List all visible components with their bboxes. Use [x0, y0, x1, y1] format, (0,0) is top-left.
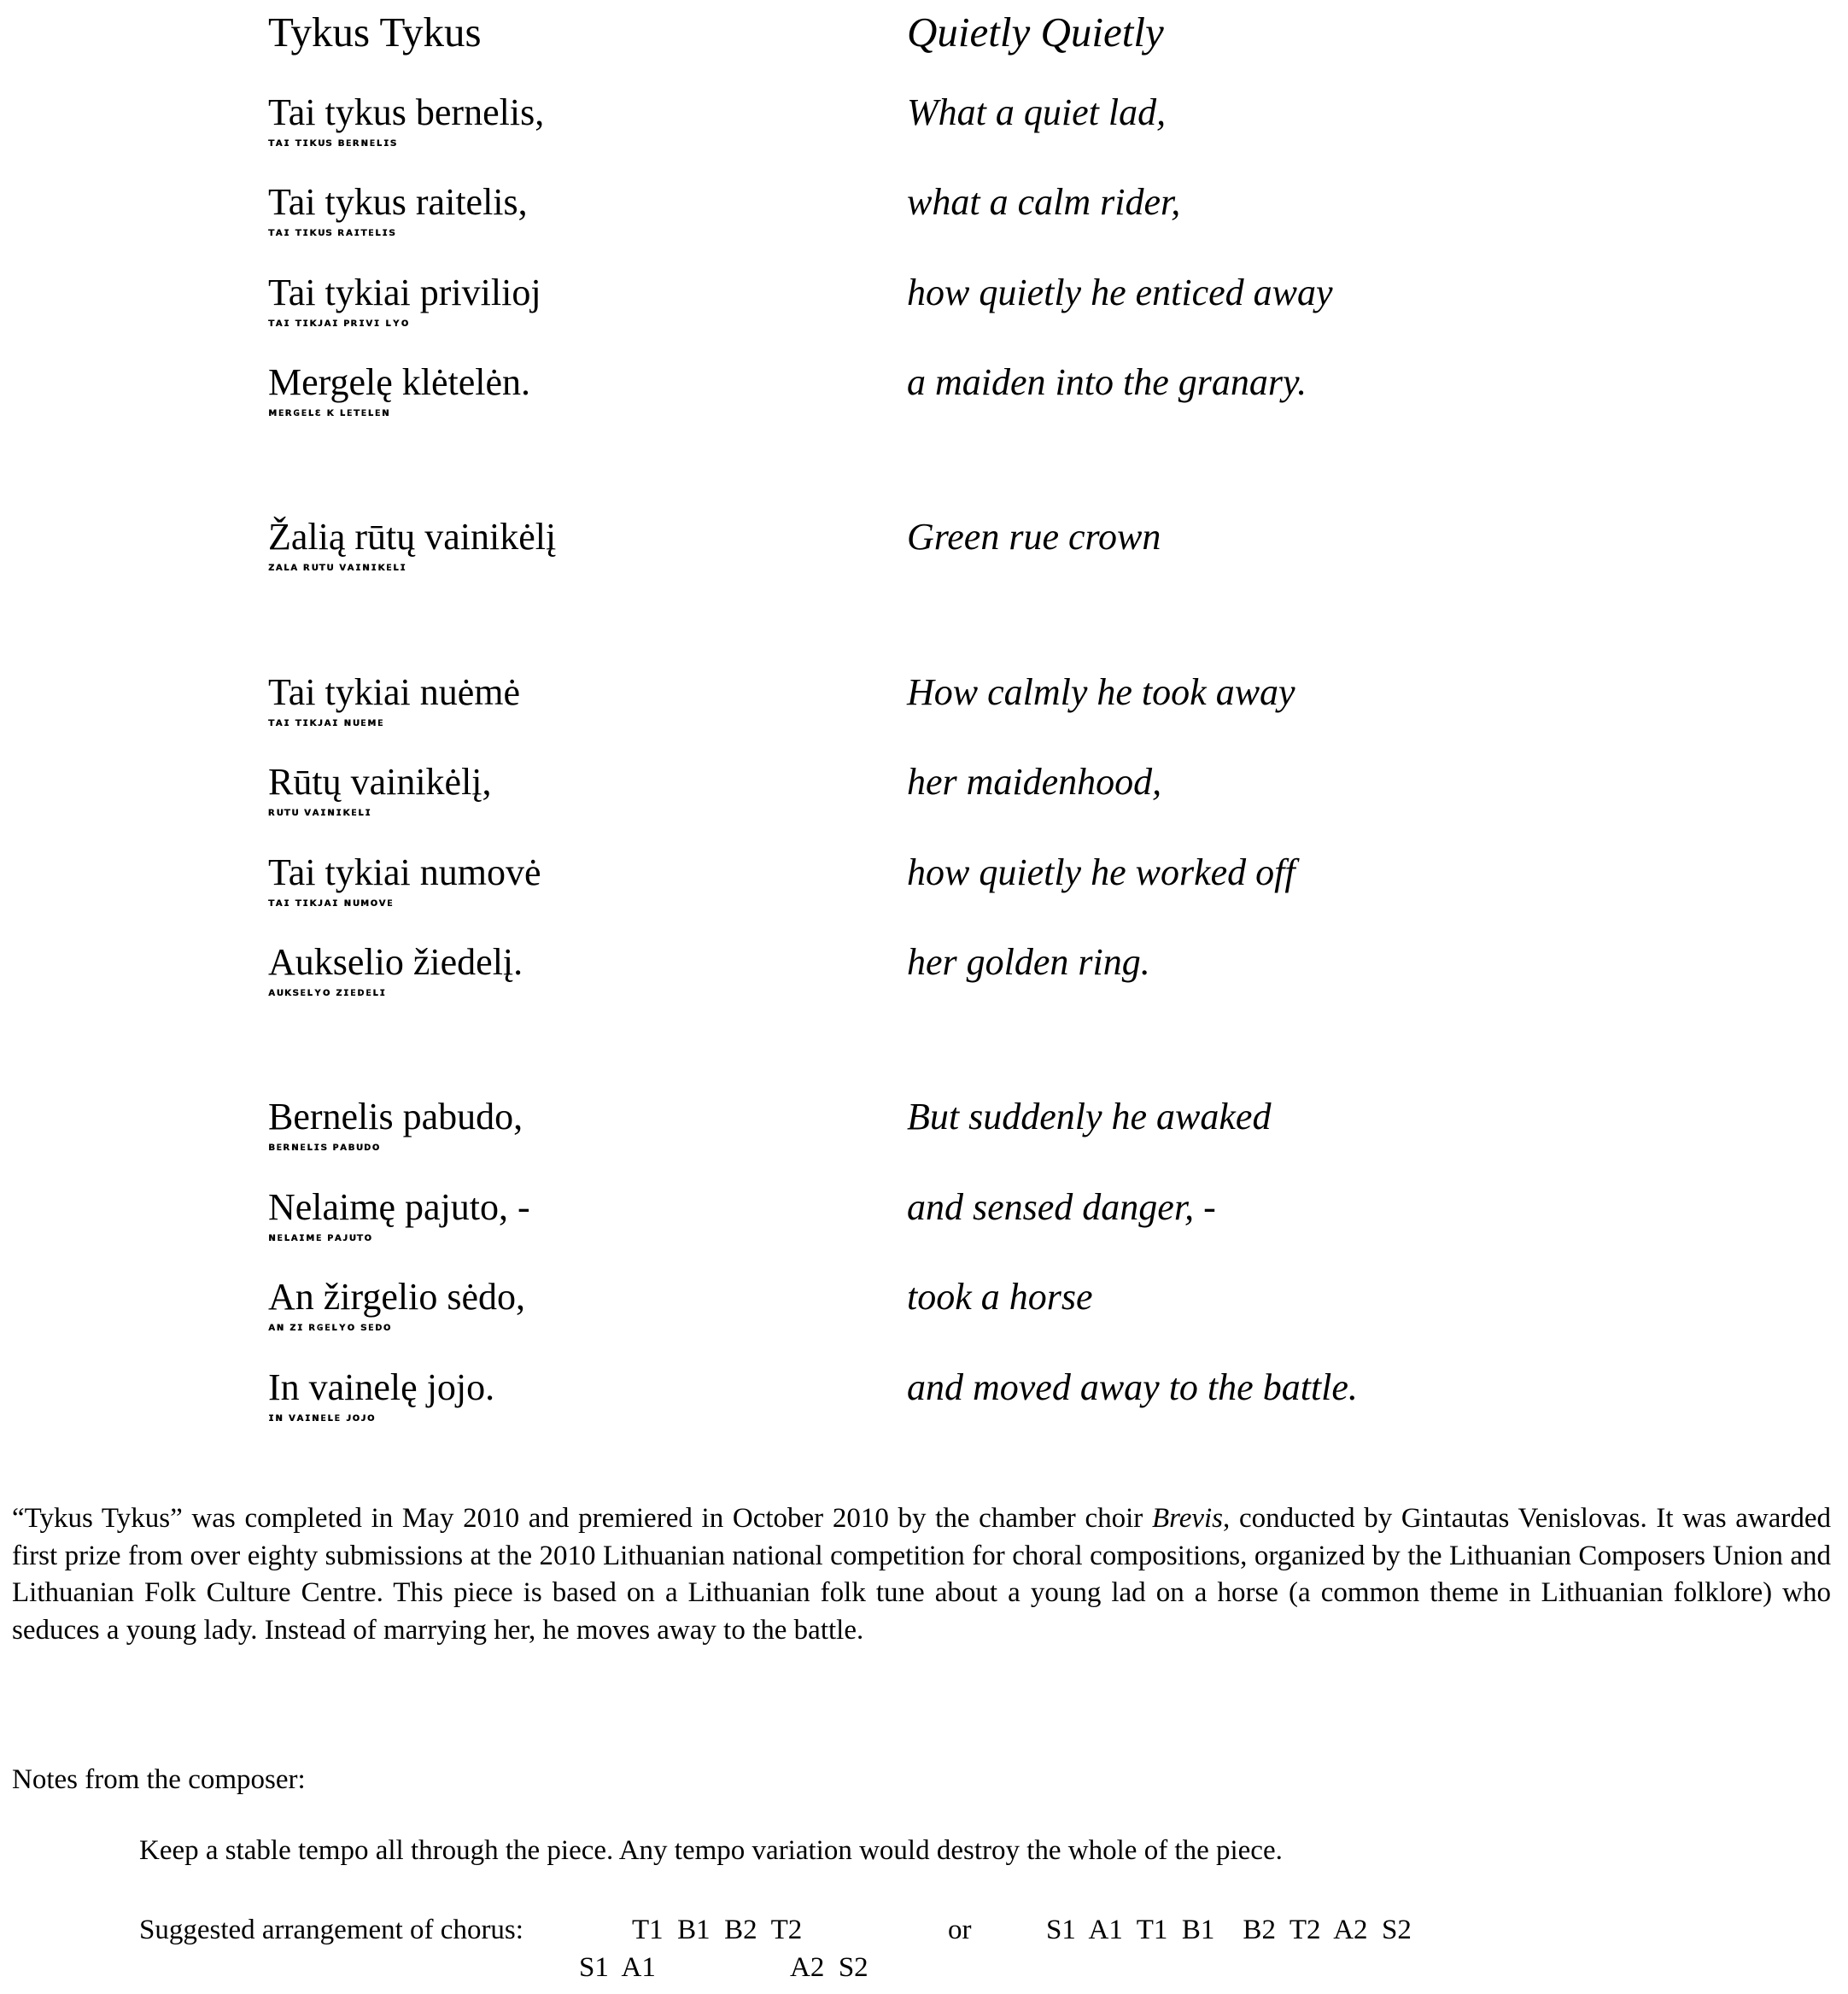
en-line: how quietly he worked off — [907, 851, 1295, 893]
ipa-line: ɪɴ ᴠᴀɪɴᴇʟᴇ ᴊᴏᴊᴏ — [268, 1412, 376, 1424]
lt-line: In vainelę jojo. — [268, 1366, 495, 1408]
ipa-line: ᴛᴀɪ ᴛɪᴋᴜs ʙᴇʀɴᴇʟɪs — [268, 137, 398, 149]
en-line: and moved away to the battle. — [907, 1366, 1358, 1408]
arrangement-a-back-row: T1 B1 B2 T2 — [632, 1915, 803, 1945]
en-line: a maiden into the granary. — [907, 361, 1307, 403]
lithuanian-title: Tykus Tykus — [268, 9, 482, 56]
en-line: But suddenly he awaked — [907, 1096, 1272, 1137]
ipa-line: ᴢᴀʟᴀ ʀᴜᴛᴜ ᴠᴀɪɴɪᴋᴇʟɪ — [268, 561, 407, 574]
ipa-line: ᴛᴀɪ ᴛɪᴋᴊᴀɪ ɴᴜᴍᴏᴠᴇ — [268, 897, 395, 909]
tempo-note: Keep a stable tempo all through the piece. Any tempo variation would destroy the whole of the piece. — [139, 1835, 1283, 1866]
lt-line: Žalią rūtų vainikėlį — [268, 516, 557, 558]
lt-line: Tai tykiai numovė — [268, 851, 541, 893]
program-note-text: , conducted by Gintautas Venislovas. It was awarded first prize from over eighty submissions at the 2010 Lithuanian national competition for choral compositions, organized by the Lithuanian Composers Union and Lithuanian Folk Culture Centre. This piece is based on a Lithuanian folk tune about a young lad on a horse (a common theme in Lithuanian folklore) who seduces a young lady. Instead of marrying her, he moves away to the battle. — [12, 1503, 1831, 1646]
en-line: took a horse — [907, 1276, 1093, 1318]
arrangement-label: Suggested arrangement of chorus: — [139, 1915, 523, 1945]
en-line: her golden ring. — [907, 941, 1150, 983]
ipa-line: ᴀɴ ᴢɪ ʀɢᴇʟʏᴏ sᴇᴅᴏ — [268, 1321, 392, 1334]
ipa-line: ᴍᴇʀɢᴇʟɛ ᴋ ʟᴇᴛᴇʟᴇɴ — [268, 406, 391, 419]
lt-line: Tai tykiai nuėmė — [268, 671, 521, 713]
lt-line: Rūtų vainikėlį, — [268, 761, 492, 803]
arrangement-b-row: S1 A1 T1 B1 B2 T2 A2 S2 — [1046, 1915, 1412, 1945]
lt-line: Aukselio žiedelį. — [268, 941, 523, 983]
en-line: how quietly he enticed away — [907, 272, 1333, 313]
ipa-line: ʀᴜᴛᴜ ᴠᴀɪɴɪᴋᴇʟɪ — [268, 806, 372, 819]
en-line: How calmly he took away — [907, 671, 1295, 713]
arrangement-or: or — [948, 1915, 972, 1945]
en-line: and sensed danger, - — [907, 1186, 1216, 1228]
en-line: what a calm rider, — [907, 181, 1181, 223]
english-title: Quietly Quietly — [907, 9, 1164, 56]
program-note-text: “Tykus Tykus” was completed in May 2010 and premiered in October 2010 by the chamber choir — [12, 1503, 1152, 1534]
choir-name: Brevis — [1151, 1503, 1224, 1534]
lt-line: An žirgelio sėdo, — [268, 1276, 526, 1318]
ipa-line: ɴᴇʟᴀɪᴍᴇ ᴘᴀᴊᴜᴛᴏ — [268, 1231, 373, 1244]
ipa-line: ᴛᴀɪ ᴛɪᴋᴜs ʀᴀɪᴛᴇʟɪs — [268, 226, 396, 239]
ipa-line: ʙᴇʀɴᴇʟɪs ᴘᴀʙᴜᴅᴏ — [268, 1141, 381, 1154]
arrangement-a-front-right: A2 S2 — [790, 1952, 868, 1983]
ipa-line: ᴛᴀɪ ᴛɪᴋᴊᴀɪ ɴᴜᴇᴍᴇ — [268, 716, 384, 729]
lt-line: Tai tykiai privilioj — [268, 272, 541, 313]
lt-line: Tai tykus bernelis, — [268, 91, 545, 133]
lt-line: Nelaimę pajuto, - — [268, 1186, 530, 1228]
arrangement-a-front-left: S1 A1 — [579, 1952, 656, 1983]
en-line: What a quiet lad, — [907, 91, 1167, 133]
ipa-line: ᴀᴜᴋsᴇʟʏᴏ ᴢɪᴇᴅᴇʟɪ — [268, 986, 387, 999]
program-note — [12, 1500, 1831, 1649]
ipa-line: ᴛᴀɪ ᴛɪᴋᴊᴀɪ ᴘʀɪᴠɪ ʟʏᴏ — [268, 317, 410, 330]
lt-line: Mergelę klėtelėn. — [268, 361, 531, 403]
composer-notes-heading: Notes from the composer: — [12, 1764, 306, 1795]
en-line: Green rue crown — [907, 516, 1161, 558]
lt-line: Bernelis pabudo, — [268, 1096, 523, 1137]
en-line: her maidenhood, — [907, 761, 1162, 803]
lt-line: Tai tykus raitelis, — [268, 181, 528, 223]
